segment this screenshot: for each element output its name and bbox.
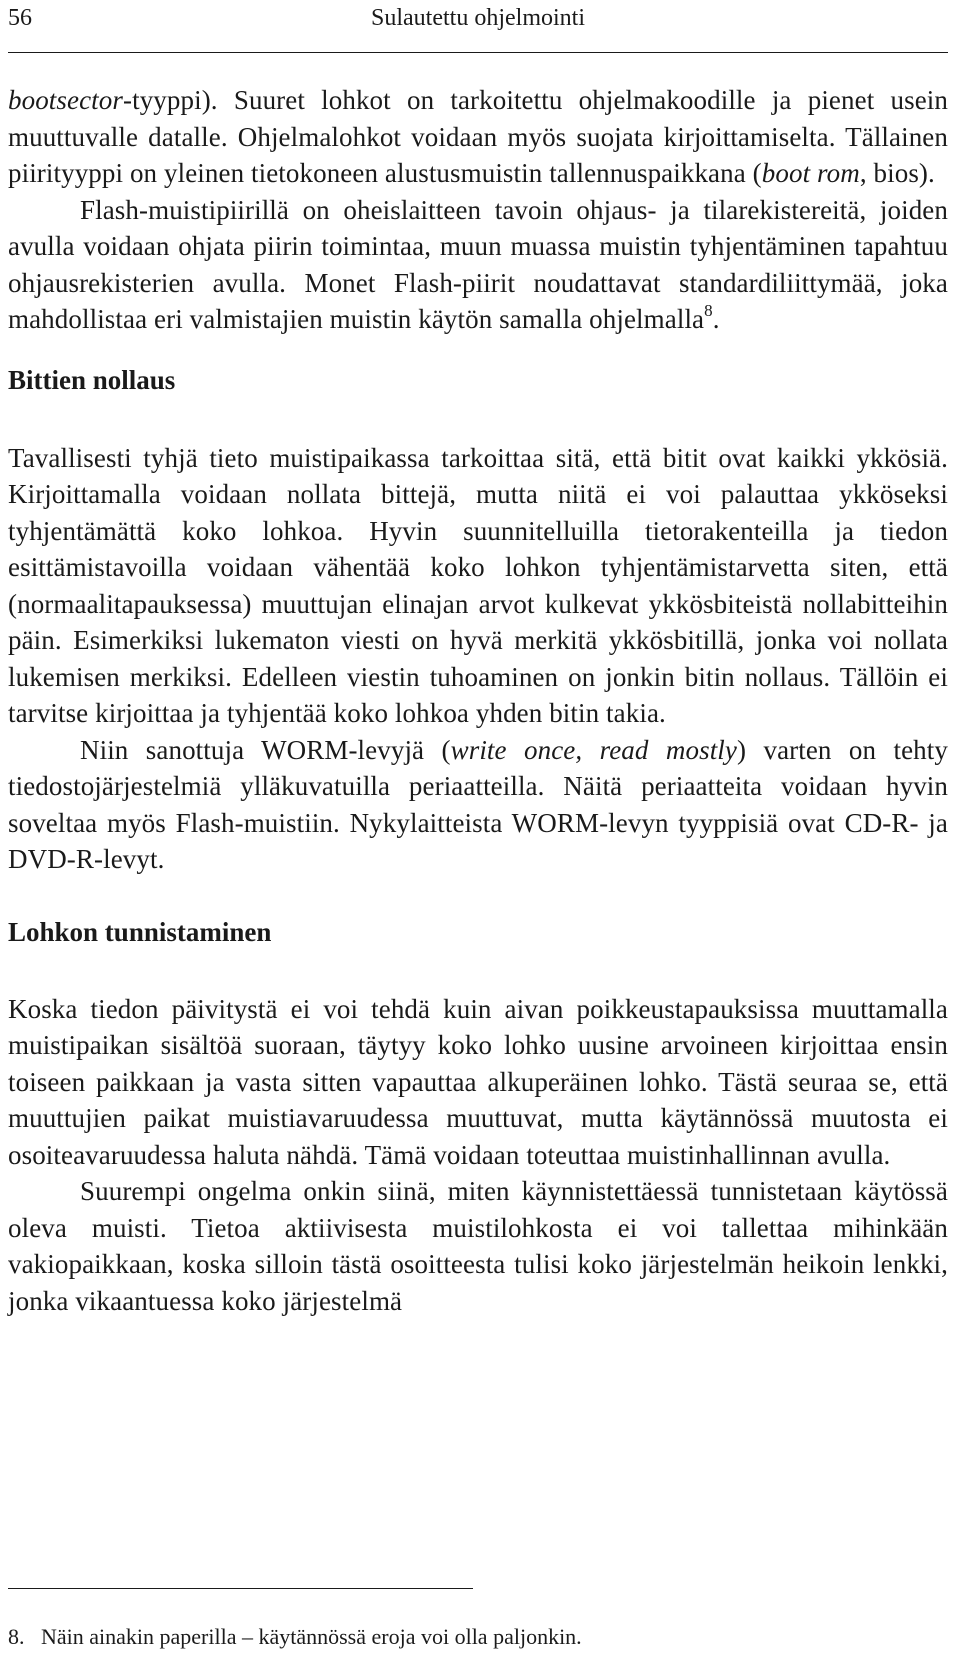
term-boot-rom: boot rom xyxy=(761,158,860,188)
paragraph-flash-registers: Flash-muistipiirillä on oheislaitteen tavoin ohjaus- ja tilarekistereitä, joiden avulla voidaan ohjata piirin toimintaa, muun muassa muistin tyhjentäminen tapahtuu ohjausrekisterien avulla. Monet Flash-piirit noudattavat standardiliittymää, joka mahdollistaa eri valmistajien muistin käytön samalla ohjelmalla$^8$. xyxy=(8,194,948,334)
paragraph-worm: Niin sanottuja WORM-levyjä (write once, read mostly) varten on tehty tiedostojärjestelmiä ylläkuvatuilla periaatteilla. Näitä periaatteita voidaan hyvin soveltaa myös Flash-muistiin. Nykylaitteista WORM-levyn tyyppisiä ovat CD-R- ja DVD-R-levyt. xyxy=(8,734,948,874)
section-heading-lohkon-tunnistaminen: Lohkon tunnistaminen xyxy=(8,916,272,947)
section-heading-bittien-nollaus: Bittien nollaus xyxy=(8,364,176,395)
header-rule xyxy=(8,52,948,53)
page-number: 56 xyxy=(8,5,32,31)
footnote xyxy=(8,1622,948,1652)
footnote-text: Näin ainakin paperilla – käytännössä eroja voi olla paljonkin. xyxy=(41,1624,582,1649)
footnote-rule xyxy=(8,1588,473,1589)
footnote-reference: 8 xyxy=(704,301,713,320)
paragraph-block-update: Koska tiedon päivitystä ei voi tehdä kuin aivan poikkeustapauksissa muuttamalla muistipaikan sisältöä suoraan, täytyy koko lohko uusine arvoineen kirjoittaa ensin toiseen paikkaan ja vasta sitten vapauttaa alkuperäinen lohko. Tästä seuraa se, että muuttujien paikat muistiavaruudessa muuttuvat, mutta käytännössä muutosta ei osoiteavaruudessa haluta nähdä. Tämä voidaan toteuttaa muistinhallinnan avulla. xyxy=(8,993,948,1170)
term-bootsector: bootsector xyxy=(8,85,123,115)
body-text xyxy=(8,82,948,1319)
page-header xyxy=(8,0,948,36)
paragraph-bootsector: bootsector-tyyppi). Suuret lohkot on tarkoitettu ohjelmakoodille ja pienet usein muuttuvalle datalle. Ohjelmalohkot voidaan myös suojata kirjoittamiselta. Tällainen piirityyppi on yleinen tietokoneen alustusmuistin tallennuspaikkana (boot rom, bios). xyxy=(8,85,948,188)
footnote-label: 8. xyxy=(8,1624,25,1649)
running-title: Sulautettu ohjelmointi xyxy=(371,5,585,31)
paragraph-bit-clearing: Tavallisesti tyhjä tieto muistipaikassa tarkoittaa sitä, että bitit ovat kaikki ykkösiä. Kirjoittamalla voidaan nollata bittejä, mutta niitä ei voi palauttaa ykköseksi tyhjentämättä koko lohkoa. Hyvin suunnitelluilla tietorakenteilla ja tiedon esittämistavoilla voidaan vähentää koko lohkon tyhjentämistarvetta siten, että (normaalitapauksessa) muuttujan elinajan arvot kulkevat ykkösbiteistä nollabitteihin päin. Esimerkiksi lukematon viesti on hyvä merkitä ykkösbitillä, jonka voi nollata lukemisen merkiksi. Edelleen viestin tuhoaminen on jonkin bitin nollaus. Tällöin ei tarvitse kirjoittaa ja tyhjentää koko lohkoa yhden bitin takia. xyxy=(8,442,948,728)
paragraph-active-block: Suurempi ongelma onkin siinä, miten käynnistettäessä tunnistetaan käytössä oleva muisti. Tietoa aktiivisesta muistilohkosta ei voi tallettaa mihinkään vakiopaikkaan, koska silloin tästä osoitteesta tulisi koko järjestelmän heikoin lenkki, jonka vikaantuessa koko järjestelmä xyxy=(8,1176,948,1316)
term-worm: write once, read mostly xyxy=(450,734,737,765)
